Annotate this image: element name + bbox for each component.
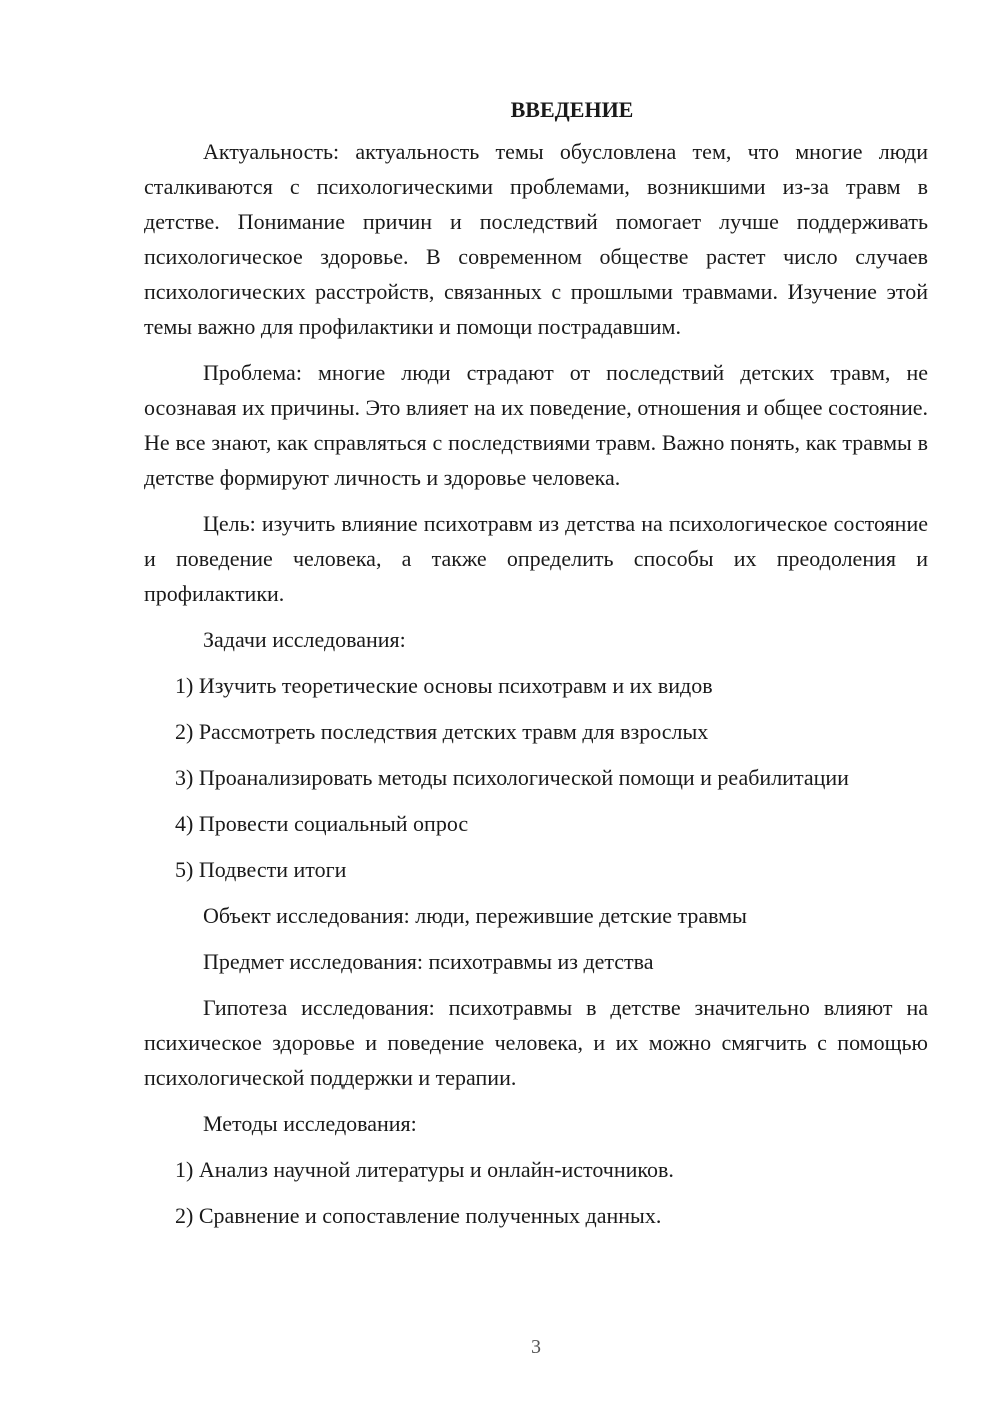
paragraph-relevance: Актуальность: актуальность темы обусловлена тем, что многие люди сталкиваются с психологическими проблемами, возникшими из-за травм в детстве. Понимание причин и последствий помогает лучше поддерживать психологическое здоровье. В современном обществе растет число случаев психологических расстройств, связанных с прошлыми травмами. Изучение этой темы важно для профилактики и помощи пострадавшим. (144, 139, 928, 339)
paragraph-goal: Цель: изучить влияние психотравм из детства на психологическое состояние и поведение человека, а также определить способы их преодоления и профилактики. (144, 511, 928, 606)
method-item-1: 1) Анализ научной литературы и онлайн-источников. (175, 1157, 674, 1182)
methods-heading: Методы исследования: (203, 1111, 417, 1136)
task-item-3: 3) Проанализировать методы психологической помощи и реабилитации (175, 765, 849, 790)
page-content (144, 92, 928, 1244)
task-item-1: 1) Изучить теоретические основы психотравм и их видов (175, 673, 713, 698)
paragraph-subject: Предмет исследования: психотравмы из детства (203, 949, 654, 974)
paragraph-object: Объект исследования: люди, пережившие детские травмы (203, 903, 747, 928)
section-title: ВВЕДЕНИЕ (510, 97, 634, 122)
page-number: 3 (531, 1336, 541, 1358)
tasks-heading: Задачи исследования: (203, 627, 406, 652)
task-item-4: 4) Провести социальный опрос (175, 811, 469, 836)
paragraph-problem: Проблема: многие люди страдают от последствий детских травм, не осознавая их причины. Это влияет на их поведение, отношения и общее состояние. Не все знают, как справляться с последствиями травм. Важно понять, как травмы в детстве формируют личность и здоровье человека. (144, 360, 928, 490)
task-item-5: 5) Подвести итоги (175, 857, 347, 882)
task-item-2: 2) Рассмотреть последствия детских травм для взрослых (175, 719, 709, 744)
method-item-2: 2) Сравнение и сопоставление полученных данных. (175, 1203, 662, 1228)
paragraph-hypothesis: Гипотеза исследования: психотравмы в детстве значительно влияют на психическое здоровье и поведение человека, и их можно смягчить с помощью психологической поддержки и терапии. (144, 995, 928, 1090)
